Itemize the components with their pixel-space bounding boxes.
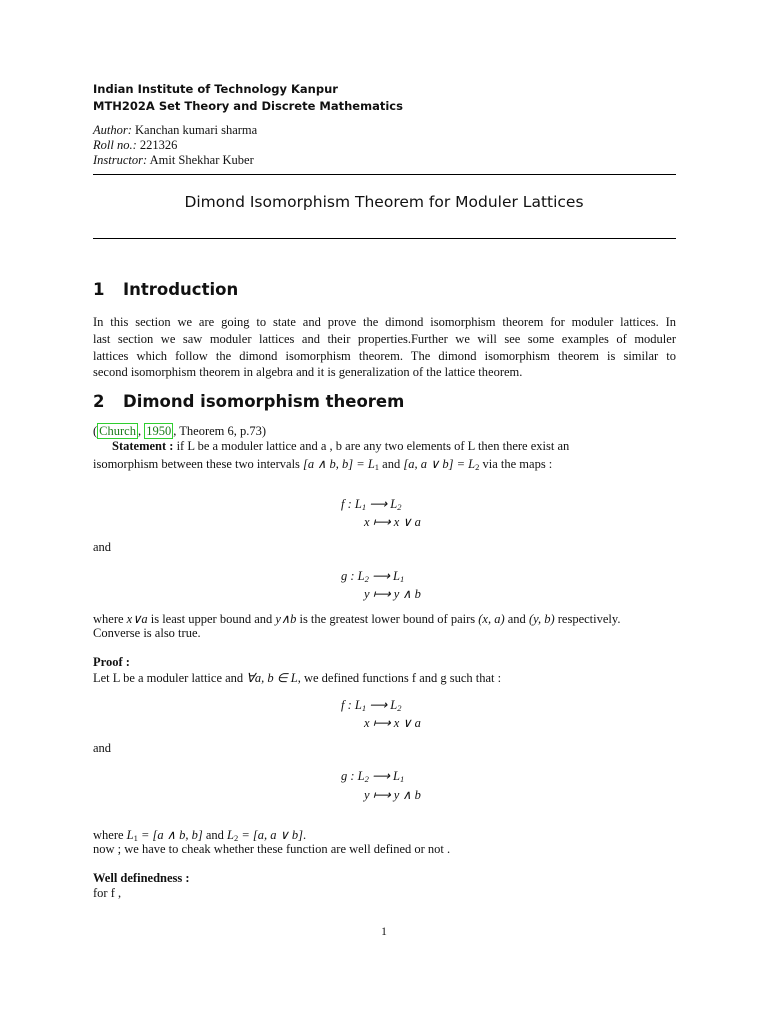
f-map-definition: f : $L_1$ ⟶ $L_2$ bbox=[341, 698, 402, 713]
author-label: Author: bbox=[93, 123, 132, 137]
statement-line2-e: via the maps : bbox=[479, 457, 553, 471]
author-name: Kanchan kumari sharma bbox=[135, 123, 258, 137]
f-map-rule: x ⟼ x ∨ a bbox=[364, 515, 421, 529]
title-rule-top bbox=[93, 174, 676, 175]
title-rule-bottom bbox=[93, 238, 676, 239]
converse-line: Converse is also true. bbox=[93, 626, 201, 640]
f-map-definition: f : $L_1$ ⟶ $L_2$ bbox=[341, 497, 402, 512]
author-line bbox=[93, 123, 257, 138]
well-definedness-label: Well definedness : bbox=[93, 871, 190, 885]
page-number: 1 bbox=[381, 926, 387, 938]
course-name: MTH202A Set Theory and Discrete Mathematics bbox=[93, 99, 403, 113]
statement-interval-2: [a, a ∨ b] = L bbox=[403, 457, 476, 471]
citation-rest: , Theorem 6, p.73) bbox=[173, 424, 267, 438]
intro-line: lattices which follow the dimond isomorphism theorem. The dimond isomorphism theorem is similar to bbox=[93, 348, 676, 363]
statement-line-2 bbox=[93, 456, 552, 472]
proof-line: Let L be a moduler lattice and ∀a, b ∈ L, we defined functions f and g such that : bbox=[93, 671, 502, 685]
statement-text: if L be a moduler lattice and a , b are any two elements of L then there exist an bbox=[173, 439, 570, 453]
g-map-rule: y ⟼ y ∧ b bbox=[364, 788, 421, 802]
where-lub-line: where x∨a is least upper bound and y∧b is the greatest lower bound of pairs (x, a) and (y, b) respectively. bbox=[93, 612, 621, 626]
roll-number: 221326 bbox=[139, 138, 178, 152]
roll-label: Roll no.: bbox=[93, 138, 137, 152]
citation-open: ( bbox=[93, 424, 98, 438]
section-1-number: 1 bbox=[93, 280, 105, 299]
roll-line bbox=[93, 138, 177, 153]
g-map-definition: g : $L_2$ ⟶ $L_1$ bbox=[341, 769, 405, 784]
intro-line: In this section we are going to state and prove the dimond isomorphism theorem for moduler lattices. In bbox=[93, 315, 676, 329]
statement-label: Statement : bbox=[112, 439, 174, 453]
citation-sep: , bbox=[137, 424, 145, 438]
intro-paragraph bbox=[93, 314, 676, 381]
document-title: Dimond Isomorphism Theorem for Moduler Lattices bbox=[184, 193, 584, 211]
sub-1: 1 bbox=[374, 462, 380, 472]
section-2-number: 2 bbox=[93, 392, 105, 411]
where-L-line: where $L_1 = [a$ ∧ b, b] and $L_2 = [a$, a ∨ b]. bbox=[93, 828, 307, 843]
proof-label: Proof : bbox=[93, 655, 130, 669]
instructor-line bbox=[93, 153, 254, 168]
intro-line: second isomorphism theorem in algebra and it is generalization of the lattice theorem. bbox=[93, 365, 523, 380]
statement-line2-c: and bbox=[379, 457, 404, 471]
statement-line2-a: isomorphism between these two intervals bbox=[93, 457, 304, 471]
intro-line: last section we saw moduler lattices and their properties.Further we will see some examples of moduler bbox=[93, 331, 676, 346]
institute-name: Indian Institute of Technology Kanpur bbox=[93, 82, 338, 96]
citation bbox=[93, 424, 266, 439]
citation-author-link[interactable]: Church bbox=[99, 424, 136, 438]
statement-line-1 bbox=[112, 439, 676, 454]
now-line: now ; we have to cheak whether these function are well defined or not . bbox=[93, 842, 451, 856]
instructor-name: Amit Shekhar Kuber bbox=[149, 153, 254, 167]
g-map-rule: y ⟼ y ∧ b bbox=[364, 587, 421, 601]
statement-interval-1: [a ∧ b, b] = L bbox=[303, 457, 375, 471]
for-f-line: for f , bbox=[93, 886, 122, 900]
section-1-title: Introduction bbox=[123, 280, 239, 299]
f-map-rule: x ⟼ x ∨ a bbox=[364, 716, 421, 730]
and-word: and bbox=[93, 741, 112, 755]
section-2-title: Dimond isomorphism theorem bbox=[123, 392, 405, 411]
and-word: and bbox=[93, 540, 112, 554]
citation-year-link[interactable]: 1950 bbox=[146, 424, 172, 438]
g-map-definition: g : $L_2$ ⟶ $L_1$ bbox=[341, 569, 405, 584]
sub-2: 2 bbox=[475, 462, 480, 472]
instructor-label: Instructor: bbox=[93, 153, 148, 167]
